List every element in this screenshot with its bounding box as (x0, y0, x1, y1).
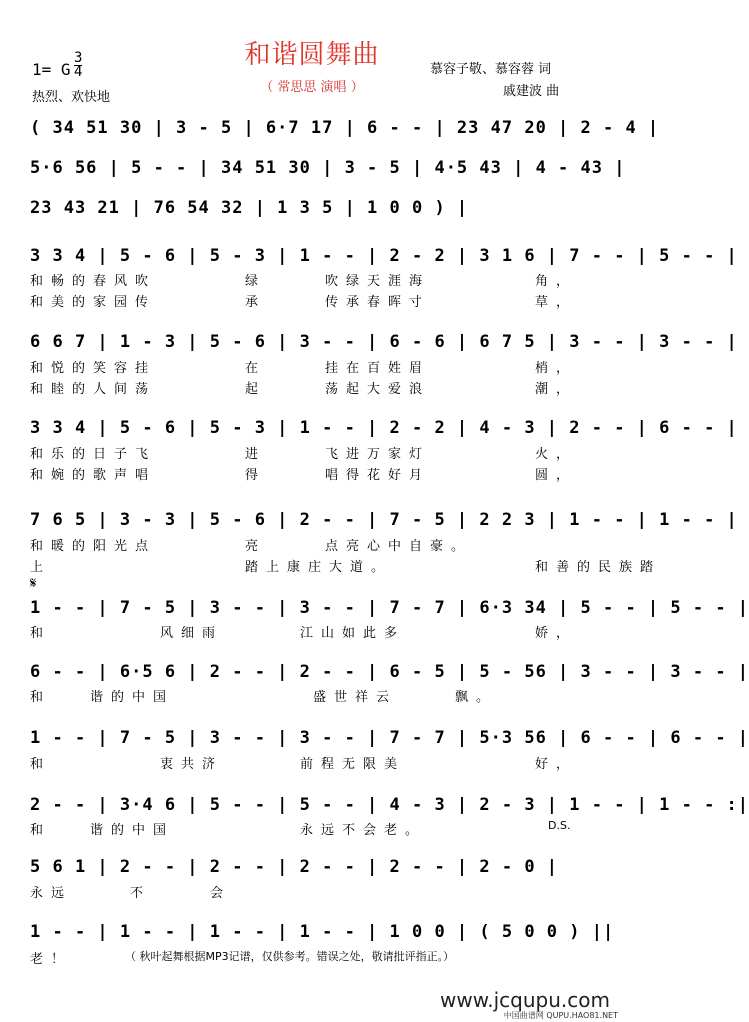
lyric-fragment: 角， (535, 274, 578, 289)
lyric-fragment: 和 (30, 626, 52, 641)
notation-line: 7 6 5 | 3 - 3 | 5 - 6 | 2 - - | 7 - 5 | 2 2 3 | 1 - - | 1 - - | (30, 510, 738, 530)
page-title: 和谐圆舞曲 (244, 40, 380, 70)
lyric-fragment: 进 (245, 447, 267, 462)
lyric-fragment: 前程无限美 (300, 757, 406, 772)
site-watermark: www.jcqupu.com (440, 988, 610, 1012)
lyric-fragment: 和畅的春风吹 (30, 274, 157, 289)
lyric-fragment: 梢， (535, 361, 578, 376)
lyric-fragment: 和暖的阳光点 (30, 539, 157, 554)
lyric-fragment: 火， (535, 447, 578, 462)
lyric-fragment: 挂在百姓眉 (325, 361, 431, 376)
lyric-fragment: 和悦的笑容挂 (30, 361, 157, 376)
site-sub-watermark: 中国曲谱网 QUPU.HAO81.NET (503, 1011, 618, 1020)
lyric-fragment: 谐的中国 (90, 823, 175, 838)
time-signature (74, 52, 82, 79)
segno-sign: 𝄋 (30, 574, 37, 592)
lyric-fragment: 和乐的日子飞 (30, 447, 157, 462)
lyric-fragment: 和美的家园传 (30, 295, 157, 310)
lyric-fragment: 踏上康庄大道。 (245, 560, 393, 575)
meter-top: 3 (74, 50, 83, 66)
notation-line: 6 - - | 6·5 6 | 2 - - | 2 - - | 6 - 5 | 5 - 56 | 3 - - | 3 - - | (30, 662, 749, 682)
lyric-fragment: 草， (535, 295, 578, 310)
lyric-fragment: 亮 (245, 539, 267, 554)
lyric-fragment: 飘。 (455, 690, 498, 705)
lyric-fragment: 永远不会老。 (300, 823, 427, 838)
lyric-fragment: 传承春晖寸 (325, 295, 431, 310)
lyric-fragment: 不 (130, 886, 152, 901)
notation-line: ( 34 51 30 | 3 - 5 | 6·7 17 | 6 - - | 23 47 20 | 2 - 4 | (30, 118, 660, 138)
lyric-fragment: 和 (30, 823, 52, 838)
lyric-fragment: 和婉的歌声唱 (30, 468, 157, 483)
lyric-fragment: 和善的民族踏 (535, 560, 662, 575)
lyric-fragment: 和睦的人间荡 (30, 382, 157, 397)
notation-line: 1 - - | 7 - 5 | 3 - - | 3 - - | 7 - 7 | 5·3 56 | 6 - - | 6 - - | (30, 728, 749, 748)
notation-line: 5 6 1 | 2 - - | 2 - - | 2 - - | 2 - - | 2 - 0 | (30, 857, 559, 877)
lyric-fragment: 圆， (535, 468, 578, 483)
singer-credit: （ 常思思 演唱 ） (260, 80, 364, 95)
lyric-fragment: 起 (245, 382, 267, 397)
lyric-fragment: 风细雨 (160, 626, 224, 641)
lyric-fragment: 潮， (535, 382, 578, 397)
lyric-fragment: 上 (30, 560, 52, 575)
lyric-fragment: 唱得花好月 (325, 468, 431, 483)
composer-credit: 戚建波 曲 (503, 84, 560, 99)
lyricist-credit: 慕容子敬、慕容蓉 词 (430, 62, 552, 77)
lyric-fragment: 绿 (245, 274, 267, 289)
lyric-fragment: 和 (30, 690, 52, 705)
lyric-fragment: 娇， (535, 626, 578, 641)
lyric-fragment: 承 (245, 295, 267, 310)
meter-bottom: 4 (74, 64, 83, 80)
lyric-fragment: 得 (245, 468, 267, 483)
notation-line: 5·6 56 | 5 - - | 34 51 30 | 3 - 5 | 4·5 43 | 4 - 43 | (30, 158, 626, 178)
transcription-note: （ 秋叶起舞根据MP3记谱，仅供参考。错误之处，敬请批评指正。） (125, 950, 455, 963)
lyric-fragment: 荡起大爱浪 (325, 382, 431, 397)
lyric-fragment: 谐的中国 (90, 690, 175, 705)
notation-line: 3 3 4 | 5 - 6 | 5 - 3 | 1 - - | 2 - 2 | 3 1 6 | 7 - - | 5 - - | (30, 246, 738, 266)
notation-line: 6 6 7 | 1 - 3 | 5 - 6 | 3 - - | 6 - 6 | 6 7 5 | 3 - - | 3 - - | (30, 332, 738, 352)
notation-line: 2 - - | 3·4 6 | 5 - - | 5 - - | 4 - 3 | 2 - 3 | 1 - - | 1 - - :| (30, 795, 749, 815)
lyric-fragment: 吹绿天涯海 (325, 274, 431, 289)
lyric-fragment: 盛世祥云 (313, 690, 398, 705)
notation-line: 1 - - | 7 - 5 | 3 - - | 3 - - | 7 - 7 | 6·3 34 | 5 - - | 5 - - | (30, 598, 749, 618)
lyric-fragment: 点亮心中自豪。 (325, 539, 473, 554)
lyric-fragment: 和 (30, 757, 52, 772)
notation-line: 1 - - | 1 - - | 1 - - | 1 - - | 1 0 0 | ( 5 0 0 ) || (30, 922, 615, 942)
tempo-marking: 热烈、欢快地 (32, 90, 111, 105)
lyric-fragment: 江山如此多 (300, 626, 406, 641)
lyric-fragment: 老！ (30, 952, 73, 967)
lyric-fragment: 飞进万家灯 (325, 447, 431, 462)
lyric-fragment: 永远 (30, 886, 73, 901)
lyric-fragment: D.S. (548, 819, 571, 832)
notation-line: 3 3 4 | 5 - 6 | 5 - 3 | 1 - - | 2 - 2 | 4 - 3 | 2 - - | 6 - - | (30, 418, 738, 438)
lyric-fragment: 会 (210, 886, 232, 901)
key-signature: 1= G (32, 60, 71, 79)
notation-line: 23 43 21 | 76 54 32 | 1 3 5 | 1 0 0 ) | (30, 198, 469, 218)
lyric-fragment: 衷共济 (160, 757, 224, 772)
lyric-fragment: 在 (245, 361, 267, 376)
lyric-fragment: 好， (535, 757, 578, 772)
